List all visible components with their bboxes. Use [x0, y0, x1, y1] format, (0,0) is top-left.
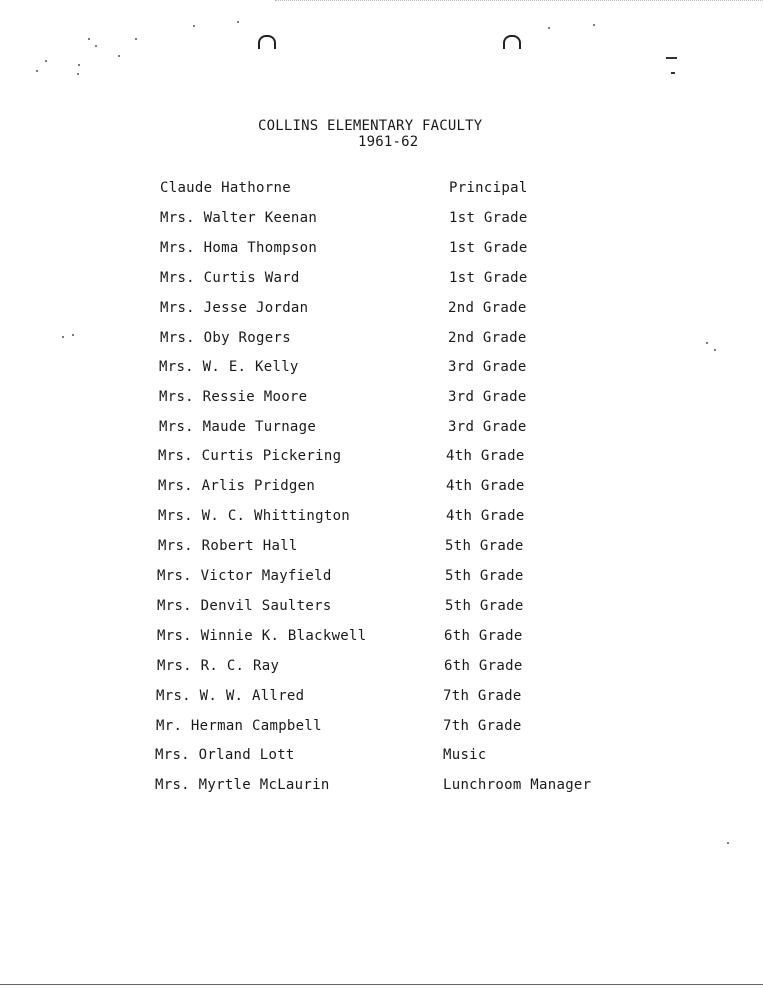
- faculty-position: 2nd Grade: [448, 330, 527, 346]
- speck: [118, 55, 120, 57]
- faculty-name: Mrs. Jesse Jordan: [160, 300, 309, 316]
- faculty-position: 3rd Grade: [448, 419, 527, 435]
- school-year: 1961-62: [358, 134, 419, 150]
- speck: [714, 349, 716, 351]
- speck: [706, 342, 708, 344]
- faculty-name: Mrs. Arlis Pridgen: [158, 478, 316, 494]
- faculty-position: Lunchroom Manager: [443, 777, 592, 793]
- faculty-position: 3rd Grade: [448, 359, 527, 375]
- faculty-position: 4th Grade: [446, 508, 525, 524]
- speck: [78, 64, 80, 66]
- faculty-name: Mrs. Winnie K. Blackwell: [157, 628, 367, 644]
- faculty-position: 5th Grade: [445, 538, 524, 554]
- faculty-name: Mrs. W. W. Allred: [156, 688, 305, 704]
- faculty-position: 6th Grade: [444, 658, 523, 674]
- speck: [193, 25, 195, 27]
- faculty-position: 5th Grade: [445, 568, 524, 584]
- faculty-position: 1st Grade: [449, 210, 528, 226]
- faculty-position: 4th Grade: [446, 448, 525, 464]
- faculty-position: Principal: [449, 180, 528, 196]
- faculty-name: Mrs. Ressie Moore: [159, 389, 308, 405]
- speck: [548, 27, 550, 29]
- faculty-name: Mrs. Oby Rogers: [160, 330, 291, 346]
- faculty-name: Mrs. Curtis Pickering: [158, 448, 342, 464]
- speck: [77, 73, 79, 75]
- faculty-name: Mrs. W. C. Whittington: [158, 508, 351, 524]
- faculty-name: Mrs. Homa Thompson: [160, 240, 318, 256]
- faculty-position: 6th Grade: [444, 628, 523, 644]
- school-title: COLLINS ELEMENTARY FACULTY: [258, 118, 483, 134]
- speck: [727, 842, 729, 844]
- faculty-position: Music: [443, 747, 487, 763]
- speck: [593, 24, 595, 26]
- faculty-name: Mrs. Walter Keenan: [160, 210, 318, 226]
- speck: [36, 70, 38, 72]
- faculty-name: Mrs. W. E. Kelly: [159, 359, 299, 375]
- speck: [45, 60, 47, 62]
- faculty-position: 7th Grade: [443, 688, 522, 704]
- bottom-edge-line: [0, 984, 763, 985]
- faculty-name: Mr. Herman Campbell: [156, 718, 322, 734]
- faculty-name: Mrs. R. C. Ray: [157, 658, 280, 674]
- speck: [237, 21, 239, 23]
- speck: [62, 336, 64, 338]
- faculty-name: Mrs. Victor Mayfield: [157, 568, 332, 584]
- speck: [95, 45, 97, 47]
- faculty-name: Mrs. Curtis Ward: [160, 270, 300, 286]
- punch-hole-right: [503, 35, 521, 49]
- faculty-position: 2nd Grade: [448, 300, 527, 316]
- top-edge-dotted-line: [275, 0, 763, 1]
- faculty-position: 1st Grade: [449, 240, 528, 256]
- faculty-position: 1st Grade: [449, 270, 528, 286]
- faculty-name: Mrs. Robert Hall: [158, 538, 298, 554]
- speck: [88, 38, 90, 40]
- speck: [135, 38, 137, 40]
- margin-mark: [671, 72, 675, 74]
- faculty-name: Mrs. Myrtle McLaurin: [155, 777, 330, 793]
- faculty-position: 3rd Grade: [448, 389, 527, 405]
- faculty-position: 7th Grade: [443, 718, 522, 734]
- speck: [72, 334, 74, 336]
- punch-hole-left: [258, 35, 276, 49]
- faculty-name: Claude Hathorne: [160, 180, 291, 196]
- faculty-position: 5th Grade: [445, 598, 524, 614]
- faculty-name: Mrs. Maude Turnage: [159, 419, 317, 435]
- faculty-name: Mrs. Denvil Saulters: [157, 598, 332, 614]
- margin-mark: [666, 57, 677, 59]
- faculty-position: 4th Grade: [446, 478, 525, 494]
- faculty-name: Mrs. Orland Lott: [155, 747, 295, 763]
